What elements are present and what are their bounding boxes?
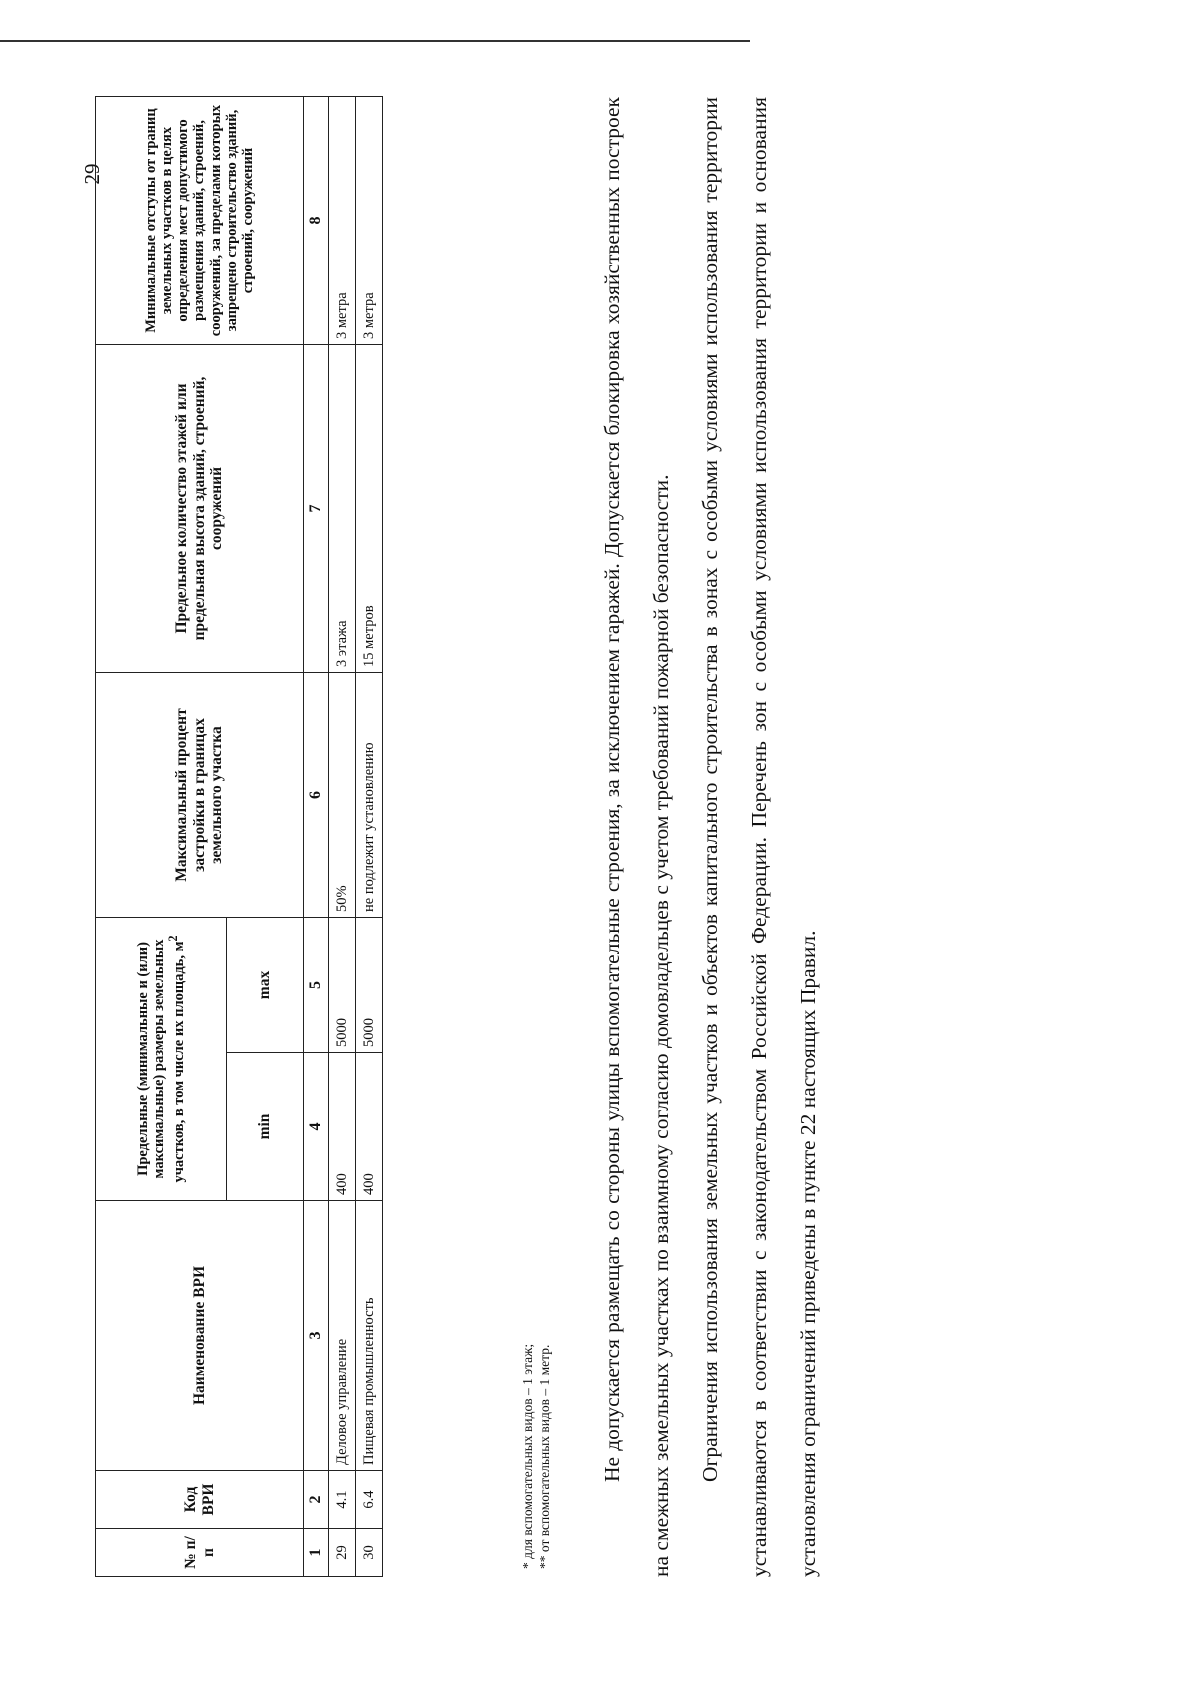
zoning-parameters-table xyxy=(95,96,383,1577)
row-max: 5000 xyxy=(356,918,383,1053)
header-no: № п/п xyxy=(96,1529,304,1577)
footnote: ** от вспомогательных видов – 1 метр. xyxy=(536,1344,552,1569)
row-code: 4.1 xyxy=(329,1471,356,1529)
row-percent: не подлежит установлению xyxy=(356,673,383,918)
table-row xyxy=(356,97,383,1577)
footnote: * для вспомогательных видов – 1 этаж; xyxy=(520,1343,535,1569)
row-name: Деловое управление xyxy=(329,1201,356,1471)
row-min: 400 xyxy=(329,1053,356,1201)
column-number: 6 xyxy=(304,673,329,918)
header-name: Наименование ВРИ xyxy=(96,1201,304,1471)
column-number: 4 xyxy=(304,1053,329,1201)
row-setback: 3 метра xyxy=(329,97,356,345)
header-percent: Максимальный процент застройки в границах земельного участка xyxy=(96,673,304,918)
column-number-row xyxy=(304,97,329,1577)
body-text xyxy=(588,97,833,1577)
row-code: 6.4 xyxy=(356,1471,383,1529)
page-number: 29 xyxy=(80,163,104,185)
paragraph: Не допускается размещать со стороны улицы вспомогательные строения, за исключением гаражей. Допускается блокировка хозяйственных построек на смежных земельных участках по взаимному согласию домовладельцев с учетом требований пожарной безопасности. xyxy=(600,97,673,1577)
row-floors: 3 этажа xyxy=(329,345,356,673)
table-footnotes xyxy=(520,1344,554,1577)
column-number: 2 xyxy=(304,1471,329,1529)
table-header-row xyxy=(96,97,227,1577)
row-no: 29 xyxy=(329,1529,356,1577)
table-row xyxy=(329,97,356,1577)
header-size-group xyxy=(96,918,227,1201)
header-max: max xyxy=(227,918,304,1053)
column-number: 5 xyxy=(304,918,329,1053)
row-min: 400 xyxy=(356,1053,383,1201)
row-percent: 50% xyxy=(329,673,356,918)
column-number: 3 xyxy=(304,1201,329,1471)
header-min: min xyxy=(227,1053,304,1201)
row-max: 5000 xyxy=(329,918,356,1053)
row-no: 30 xyxy=(356,1529,383,1577)
column-number: 1 xyxy=(304,1529,329,1577)
column-number: 8 xyxy=(304,97,329,345)
paragraph: Ограничения использования земельных участков и объектов капитального строительства в зонах с особыми условиями использования территории устанавливаются в соответствии с законодательством Российской Федерации. Перечень зон с особыми условиями использования территории и основания установления ограничений приведены в пункте 22 настоящих Правил. xyxy=(698,97,820,1577)
header-size-group-text: Предельные (минимальные и (или) максимальные) размеры земельных участков, в том числе их площадь, м xyxy=(134,939,188,1183)
row-setback: 3 метра xyxy=(356,97,383,345)
header-floors: Предельное количество этажей или предельная высота зданий, строений, сооружений xyxy=(96,345,304,673)
page-edge-rule xyxy=(0,40,750,42)
header-code: Код ВРИ xyxy=(96,1471,304,1529)
header-setback: Минимальные отступы от границ земельных участков в целях определения мест допустимого размещения зданий, строений, сооружений, за пределами которых запрещено строительство зданий, строений, сооружений xyxy=(96,97,304,345)
row-name: Пищевая промышленность xyxy=(356,1201,383,1471)
column-number: 7 xyxy=(304,345,329,673)
header-size-unit-sup: 2 xyxy=(166,935,181,942)
row-floors: 15 метров xyxy=(356,345,383,673)
